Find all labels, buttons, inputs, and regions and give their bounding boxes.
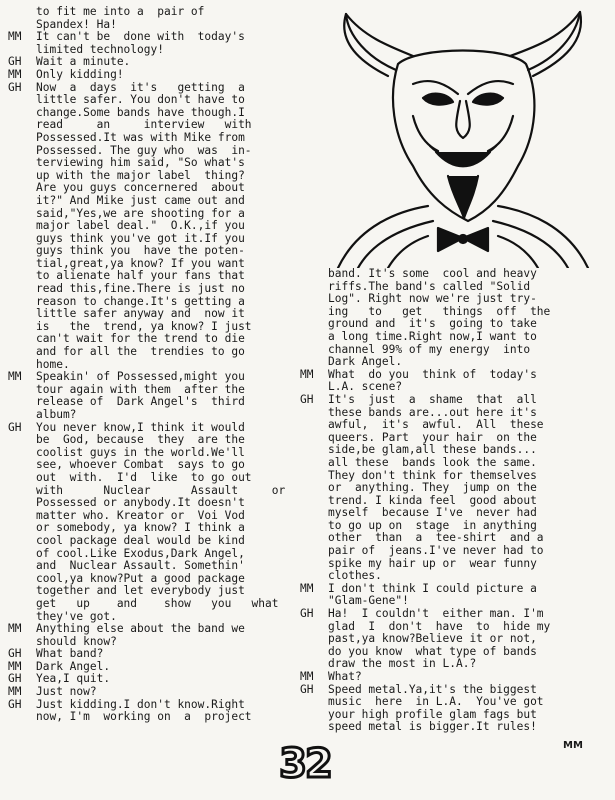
text-line: Spandex! Ha! — [36, 17, 117, 31]
interview-right-column — [300, 268, 608, 734]
dialogue-text — [36, 422, 308, 624]
text-line: Yea,I quit. — [36, 672, 111, 686]
speaker-label: MM — [8, 30, 22, 44]
text-line: Only kidding! — [36, 67, 124, 81]
text-line: cool,ya know?Put a good package — [36, 571, 245, 585]
text-line: reason to change.It's getting a — [36, 294, 245, 308]
dialogue-text — [36, 699, 308, 724]
text-line: You never know,I think it would — [36, 420, 245, 434]
text-line: Just now? — [36, 685, 97, 699]
text-line: tour again with them after the — [36, 382, 245, 396]
speaker-label: MM — [300, 581, 314, 595]
dialogue-entry — [8, 82, 308, 372]
text-line: it?" And Mike just came out and — [36, 193, 245, 207]
dialogue-entry — [300, 583, 608, 608]
text-line: a long time.Right now,I want to — [328, 329, 537, 343]
text-line: What? — [328, 670, 362, 683]
text-line: or somebody, ya know? I think a — [36, 521, 245, 535]
dialogue-text — [328, 671, 608, 684]
speaker-label: GH — [8, 420, 22, 434]
text-line: together and let everybody just — [36, 584, 245, 598]
dialogue-text — [36, 69, 308, 82]
text-line: said,"Yes,we are shooting for a — [36, 206, 245, 220]
text-line: Ha! I couldn't either man. I'm — [328, 607, 544, 621]
text-line: read an interview with — [36, 118, 252, 132]
text-line: can't wait for the trend to die — [36, 332, 245, 346]
text-line: awful, it's awful. All these — [328, 418, 544, 432]
dialogue-entry — [8, 686, 308, 699]
text-line: to fit me into a pair of — [36, 5, 205, 18]
speaker-label: GH — [300, 682, 314, 696]
dialogue-entry — [300, 268, 608, 369]
dialogue-text — [36, 31, 308, 56]
speaker-label: MM — [8, 685, 22, 699]
dialogue-entry — [8, 422, 308, 624]
dialogue-entry — [300, 394, 608, 583]
text-line: Are you guys concernered about — [36, 181, 245, 195]
page-number: 32 — [279, 741, 331, 787]
dialogue-entry — [8, 623, 308, 648]
text-line: spike my hair up or wear funny — [328, 556, 537, 570]
text-line: Speakin' of Possessed,might you — [36, 370, 245, 384]
dialogue-text — [328, 268, 608, 369]
dialogue-text — [36, 686, 308, 699]
dialogue-text — [328, 394, 608, 583]
text-line: tial,great,ya know? If you want — [36, 256, 245, 270]
text-line: home. — [36, 357, 70, 371]
speaker-label: MM — [8, 659, 22, 673]
speaker-label: GH — [8, 80, 22, 94]
text-line: these bands are...out here it's — [328, 405, 537, 419]
speaker-label: GH — [8, 697, 22, 711]
author-signature: MM — [563, 740, 583, 751]
demon-illustration — [318, 6, 608, 268]
dialogue-text — [328, 608, 608, 671]
text-line: "Glam-Gene"! — [328, 594, 409, 608]
text-line: What do you think of today's — [328, 367, 537, 381]
text-line: pair of jeans.I've never had to — [328, 544, 544, 558]
text-line: your high profile glam fags but — [328, 707, 537, 721]
interview-left-column — [8, 6, 308, 724]
text-line: be God, because they are the — [36, 433, 245, 447]
text-line: ing to get things off the — [328, 304, 551, 318]
text-line: to go up on stage in anything — [328, 518, 537, 532]
text-line: up with the major label thing? — [36, 168, 245, 182]
dialogue-entry — [300, 684, 608, 734]
speaker-label — [300, 268, 328, 369]
text-line: major label deal." O.K.,if you — [36, 219, 245, 233]
dialogue-text — [36, 6, 308, 31]
speaker-label: MM — [300, 367, 314, 381]
dialogue-entry — [300, 671, 608, 684]
text-line: with Nuclear Assault or — [36, 483, 286, 497]
text-line: They don't think for themselves — [328, 468, 537, 482]
speaker-label — [8, 6, 36, 31]
text-line: trend. I kinda feel good about — [328, 493, 537, 507]
text-line: ground and it's going to take — [328, 317, 537, 331]
text-line: riffs.The band's called "Solid — [328, 279, 531, 293]
text-line: album? — [36, 408, 77, 421]
text-line: Anything else about the band we — [36, 622, 245, 636]
dialogue-entry — [8, 69, 308, 82]
dialogue-text — [36, 82, 308, 372]
speaker-label: MM — [8, 370, 22, 384]
dialogue-entry — [300, 608, 608, 671]
text-line: What band? — [36, 647, 104, 661]
dialogue-text — [328, 684, 608, 734]
text-line: guys think you've got it.If you — [36, 231, 245, 245]
text-line: cool package deal would be kind — [36, 533, 245, 547]
text-line: It can't be done with today's — [36, 30, 245, 44]
text-line: they've got. — [36, 609, 117, 623]
text-line: Possessed or anybody.It doesn't — [36, 496, 245, 510]
text-line: now, I'm working on a project — [36, 710, 252, 724]
text-line: Possessed. The guy who was in- — [36, 143, 252, 157]
text-line: I don't think I could picture a — [328, 581, 537, 595]
text-line: and for all the trendies to go — [36, 345, 245, 359]
dialogue-entry — [8, 31, 308, 56]
text-line: band. It's some cool and heavy — [328, 267, 537, 280]
text-line: is the trend, ya know? I just — [36, 319, 252, 333]
text-line: and Nuclear Assault. Somethin' — [36, 559, 245, 573]
dialogue-entry — [8, 699, 308, 724]
speaker-label: MM — [8, 622, 22, 636]
speaker-label: MM — [300, 670, 314, 683]
text-line: It's just a shame that all — [328, 392, 537, 406]
speaker-label: GH — [8, 647, 22, 661]
speaker-label: GH — [300, 392, 314, 406]
text-line: music here in L.A. You've got — [328, 695, 544, 709]
text-line: myself because I've never had — [328, 506, 537, 520]
text-line: limited technology! — [36, 42, 164, 56]
dialogue-text — [36, 371, 308, 421]
text-line: guys think you have the poten- — [36, 244, 245, 258]
text-line: out with. I'd like to go out — [36, 470, 252, 484]
text-line: Now a days it's getting a — [36, 80, 245, 94]
dialogue-entry — [300, 369, 608, 394]
text-line: past,ya know?Believe it or not, — [328, 632, 537, 646]
text-line: get up and show you what — [36, 596, 279, 610]
text-line: read this,fine.There is just no — [36, 282, 245, 296]
text-line: should know? — [36, 634, 117, 648]
text-line: L.A. scene? — [328, 380, 403, 394]
text-line: all these bands look the same. — [328, 455, 537, 469]
dialogue-entry — [8, 6, 308, 31]
text-line: channel 99% of my energy into — [328, 342, 531, 356]
text-line: change.Some bands have though.I — [36, 105, 245, 119]
text-line: Just kidding.I don't know.Right — [36, 697, 245, 711]
text-line: side,be glam,all these bands... — [328, 443, 537, 457]
text-line: draw the most in L.A.? — [328, 657, 477, 671]
text-line: Wait a minute. — [36, 55, 131, 69]
text-line: to alienate half your fans that — [36, 269, 245, 283]
text-line: other than a tee-shirt and a — [328, 531, 544, 545]
dialogue-text — [328, 583, 608, 608]
text-line: matter who. Kreator or Voi Vod — [36, 508, 245, 522]
text-line: Possessed.It was with Mike from — [36, 130, 245, 144]
text-line: release of Dark Angel's third — [36, 395, 245, 409]
text-line: clothes. — [328, 569, 382, 583]
text-line: Speed metal.Ya,it's the biggest — [328, 682, 537, 696]
dialogue-entry — [8, 371, 308, 421]
text-line: little safer anyway and now it — [36, 307, 245, 321]
speaker-label: MM — [8, 67, 22, 81]
speaker-label: GH — [8, 55, 22, 69]
text-line: coolist guys in the world.We'll — [36, 445, 245, 459]
text-line: glad I don't have to hide my — [328, 619, 551, 633]
text-line: Dark Angel. — [328, 355, 403, 369]
dialogue-text — [328, 369, 608, 394]
speaker-label: GH — [8, 672, 22, 686]
text-line: Log". Right now we're just try- — [328, 292, 537, 306]
text-line: queers. Part your hair on the — [328, 430, 537, 444]
text-line: speed metal is bigger.It rules! — [328, 720, 537, 734]
dialogue-entry — [8, 648, 308, 661]
text-line: or anything. They jump on the — [328, 481, 537, 495]
speaker-label: GH — [300, 607, 314, 621]
text-line: of cool.Like Exodus,Dark Angel, — [36, 546, 245, 560]
text-line: terviewing him said, "So what's — [36, 156, 245, 170]
dialogue-text — [36, 623, 308, 648]
text-line: see, whoever Combat says to go — [36, 458, 245, 472]
text-line: Dark Angel. — [36, 659, 111, 673]
dialogue-text — [36, 648, 308, 661]
text-line: little safer. You don't have to — [36, 93, 245, 107]
text-line: do you know what type of bands — [328, 644, 537, 658]
